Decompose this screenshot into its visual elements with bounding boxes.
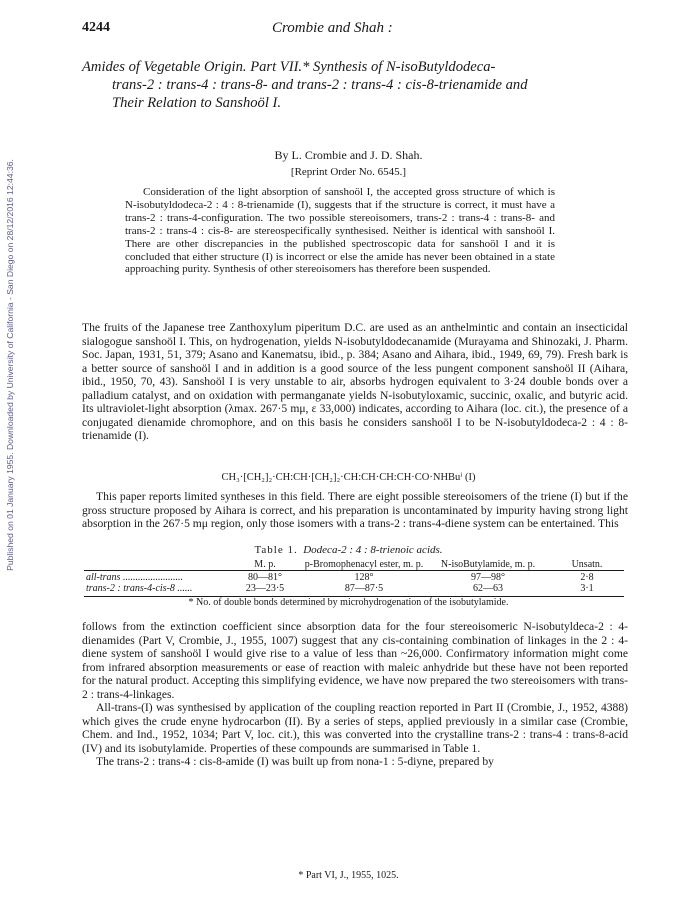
table-cell: 23—23·5 xyxy=(228,583,302,597)
table-header-cell xyxy=(84,559,228,571)
table-header-cell: Unsatn. xyxy=(571,559,603,570)
paragraph-2-block xyxy=(82,490,628,531)
table-row xyxy=(84,583,624,597)
table-header-cell: N-isoButylamide, m. p. xyxy=(440,559,536,570)
reprint-order: [Reprint Order No. 6545.] xyxy=(290,166,407,178)
paragraph-1: The fruits of the Japanese tree Zanthoxylum piperitum D.C. are used as an anthelmintic and contain an insecticidal sialogogue sanshoöl I. This, on hydrogenation, yields N-isobutyldodecanamide (Murayama and Shinozaki, J. Pharm. Soc. Japan, 1931, 51, 379; Asano and Kanematsu, ibid., p. 384; Asano and Aihara, ibid., 1949, 69, 79). Fresh bark is a better source of sanshoöl I and in addition is a good source of the less pungent component sanshoöl II (Aihara, ibid., 1950, 70, 43). Sanshoöl I is very unstable to air, absorbs hydrogen equivalent to 3·24 double bonds over a palladium catalyst, and on oxidation with permanganate yields N-isobutyloxamic, succinic, oxalic, and butyric acid. Its ultraviolet-light absorption (λmax. 267·5 mμ, ε 33,000) indicates, according to Aihara (loc. cit.), the presence of a conjugated dienamide chromophore, and on this basis he considers sanshoöl I to be N-isobutyldodeca-2 : 4 : 8-trienamide (I). xyxy=(82,321,628,442)
table-title: Dodeca-2 : 4 : 8-trienoic acids. xyxy=(303,544,443,556)
table-cell: 80—81° xyxy=(228,571,302,584)
structure-formula: CH₃·[CH₂]₂·CH:CH·[CH₂]₂·CH:CH·CH:CH·CO·NHBuⁱ (I) xyxy=(221,472,476,483)
table-label: Table 1. xyxy=(254,544,298,556)
table-header-row xyxy=(84,559,624,571)
table-cell: trans-2 : trans-4-cis-8 ...... xyxy=(84,583,228,597)
table-cell: 87—87·5 xyxy=(302,583,426,597)
authors: By L. Crombie and J. D. Shah. xyxy=(274,148,423,162)
page-number: 4244 xyxy=(82,20,110,35)
abstract-text: Consideration of the light absorption of sanshoöl I, the accepted gross structure of which is N-isobutyldodeca-2 : 4 : 8-trienamide (I), suggests that if the structure is correct, it must have a trans-2 : trans-4-configuration. The two possible stereoisomers, trans-2 : trans-4 : trans-8- and trans-2 : trans-4 : cis-8- are stereospecifically synthesised. Neither is identical with sanshoöl I. There are other discrepancies in the published spectroscopic data for sanshoöl I and it is concluded that either structure (I) is incorrect or else the amide has never been obtained in a state approaching purity. Synthesis of other stereoisomers has therefore been suspended. xyxy=(125,186,555,276)
paragraph-5: The trans-2 : trans-4 : cis-8-amide (I) was built up from nona-1 : 5-diyne, prepared by xyxy=(96,755,494,768)
table-cell: 3·1 xyxy=(550,583,624,597)
download-notice-text[interactable]: Published on 01 January 1955. Downloaded by University of California - San Diego on 28/12/2016 12:44:36. xyxy=(5,159,15,571)
table-footnote: * No. of double bonds determined by microhydrogenation of the isobutylamide. xyxy=(188,597,509,608)
page-header xyxy=(82,20,622,40)
table-caption xyxy=(0,544,697,556)
table-header-cell: p-Bromophenacyl ester, m. p. xyxy=(304,559,424,570)
paragraph-3: follows from the extinction coefficient since absorption data for the four stereoisomeric N-isobutyldeca-2 : 4-dienamides (Part V, Crombie, J., 1955, 1007) suggest that any cis-containing combination of linkages in the 2 : 4-diene system of sanshoöl I would give rise to a value of less than ~26,000. Confirmatory information might come from infrared absorption measurements or ease of reaction with maleic anhydride but these have not been reported for the natural product. Accepting this simplifying evidence, we have now prepared the two stereoisomers with trans-2 : trans-4-linkages. xyxy=(82,620,628,701)
title-line-1: Amides of Vegetable Origin. Part VII.* Synthesis of N-isoButyldodeca- xyxy=(82,59,496,75)
body-section xyxy=(82,620,628,769)
table-cell: 2·8 xyxy=(550,571,624,584)
intro-section xyxy=(82,321,628,443)
title-line-2: trans-2 : trans-4 : trans-8- and trans-2 : trans-4 : cis-8-trienamide and xyxy=(112,77,528,93)
running-head: Crombie and Shah : xyxy=(272,20,393,36)
table-cell: all-trans ........................ xyxy=(84,571,228,584)
table-cell: 128° xyxy=(302,571,426,584)
article-title xyxy=(82,58,622,112)
paragraph-2: This paper reports limited syntheses in this field. There are eight possible stereoisomers of the triene (I) but if the gross structure proposed by Aihara is correct, and his preparation is uncontaminated by impurity having strong light absorption in the 267·5 mμ region, only those isomers with a trans-2 : trans-4-diene system can be entertained. This xyxy=(82,490,628,530)
table-cell: 62—63 xyxy=(426,583,550,597)
table-row xyxy=(84,571,624,584)
table-header-cell: M. p. xyxy=(254,559,276,570)
table-cell: 97—98° xyxy=(426,571,550,584)
data-table xyxy=(84,559,624,597)
page-footnote: * Part VI, J., 1955, 1025. xyxy=(298,870,399,881)
abstract xyxy=(125,186,555,276)
title-line-3: Their Relation to Sanshoöl I. xyxy=(112,95,282,111)
paragraph-4: All-trans-(I) was synthesised by application of the coupling reaction reported in Part II (Crombie, J., 1952, 4388) which gives the crude enyne hydrocarbon (II). By a series of steps, applied previously in a similar case (Crombie, Chem. and Ind., 1952, 1034; Part V, loc. cit.), this was converted into the crystalline trans-2 : trans-4 : trans-8-acid (IV) and its isobutylamide. Properties of these compounds are summarised in Table 1. xyxy=(82,701,628,755)
